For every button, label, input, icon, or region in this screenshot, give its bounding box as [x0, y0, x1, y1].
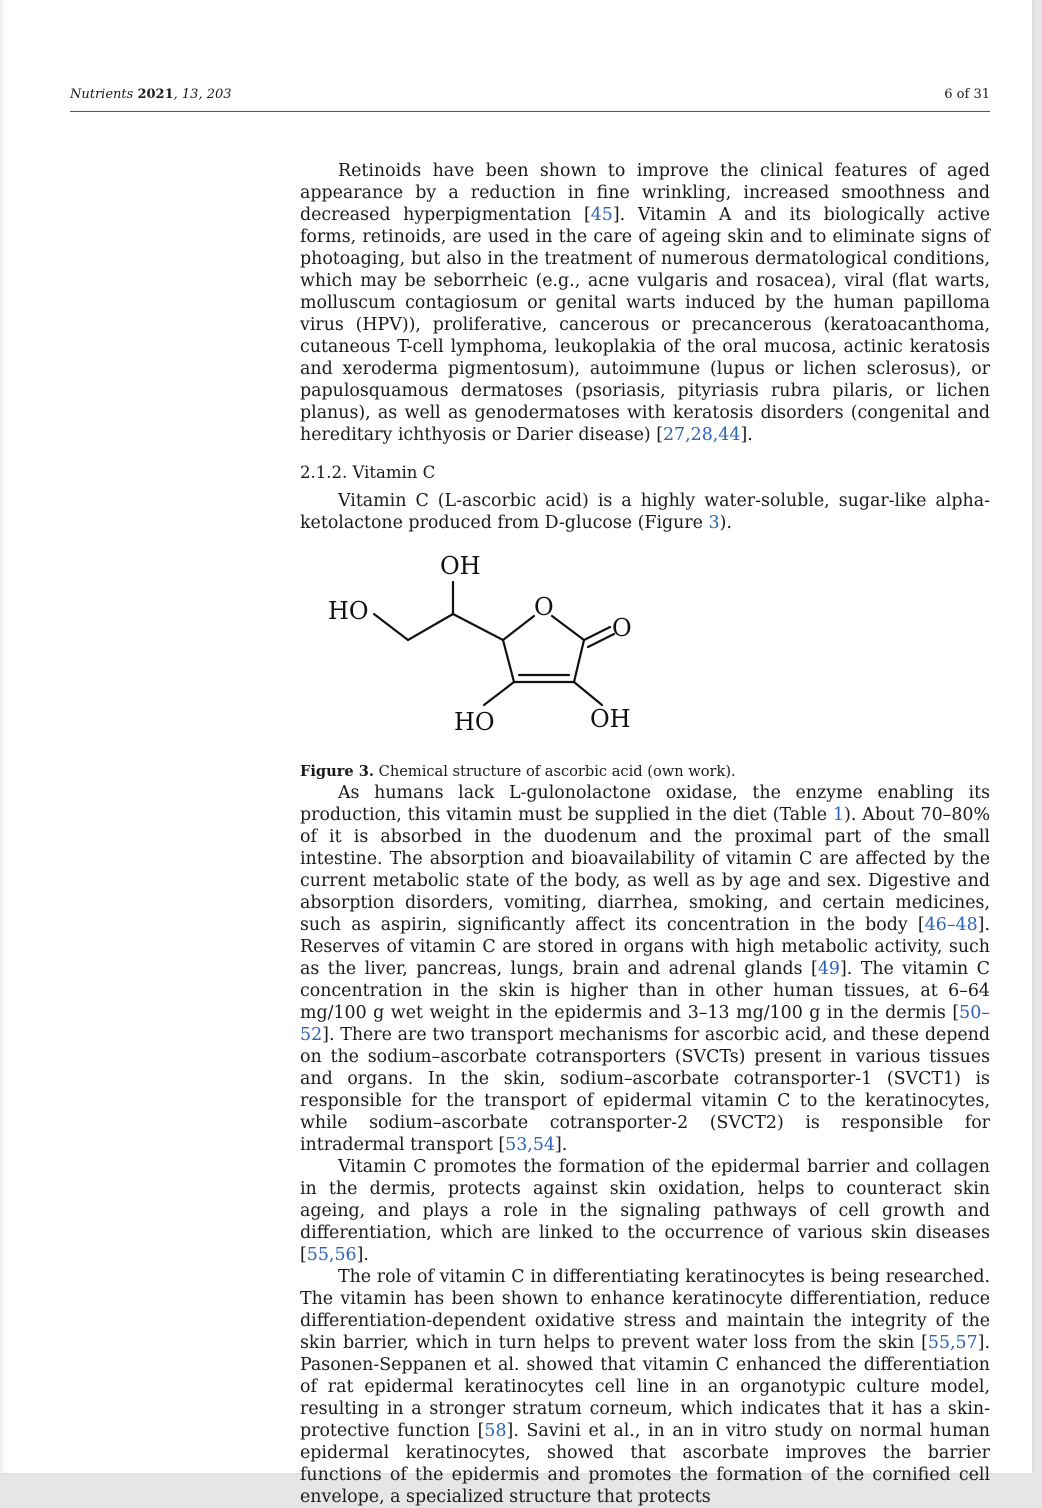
citation-link[interactable]: 53,54: [505, 1135, 555, 1155]
journal-citation: [70, 87, 232, 102]
citation-link[interactable]: 50–52: [300, 1003, 990, 1045]
text-run: ).: [719, 513, 732, 533]
figure-ascorbic-acid: [300, 552, 990, 762]
page-edge-shade: [0, 0, 6, 1473]
label-carbonyl-oxygen: O: [612, 614, 632, 642]
text-run: . Reserves of vitamin C are stored in organs with high metabolic activity, such as the liver, pancreas, lungs, brain and adrenal glands: [300, 915, 990, 979]
text-run: . Vitamin A and its biologically active forms, retinoids, are used in the care of ageing skin and to eliminate signs of photoaging, but also in the treatment of numerous dermatological conditions, which may be seborrheic (e.g., acne vulgaris and rosacea), viral (flat warts, molluscum contagiosum or genital warts induced by the human papilloma virus (HPV)), proliferative, cancerous or precancerous (keratoacanthoma, cutaneous T-cell lymphoma, leukoplakia of the oral mucosa, actinic keratosis and xeroderma pigmentosum), autoimmune (lupus or lichen sclerosus), or papulosquamous dermatoses (psoriasis, pityriasis rubra pilaris, or lichen planus), as well as genodermatoses with keratosis disorders (congenital and hereditary ichthyosis or Darier disease): [300, 205, 990, 445]
table-ref-link[interactable]: 1: [832, 805, 845, 825]
text-run: Vitamin C (L-ascorbic acid) is a highly water-soluble, sugar-like alpha-ketolactone produced from D-glucose (Figure: [300, 491, 990, 533]
text-run: . There are two transport mechanisms for ascorbic acid, and these depend on the sodium–ascorbate cotransporters (SVCTs) present in various tissues and organs. In the skin, sodium–ascorbate cotransporter-1 (SVCT1) is responsible for the transport of epidermal vitamin C to the keratinocytes, while sodium–ascorbate cotransporter-2 (SVCT2) is responsible for intradermal transport: [300, 1025, 990, 1155]
text-run: As humans lack L-gulonolactone oxidase, the enzyme enabling its production, this vitamin must be supplied in the diet (Table: [300, 783, 990, 825]
figure-caption: [300, 762, 990, 782]
paragraph-retinoids: Retinoids have been shown to improve the clinical features of aged appearance by a reduction in fine wrinkling, increased smoothness and decreased hyperpigmentation [45]. Vitamin A and its biologically active forms, retinoids, are used in the care of ageing skin and to eliminate signs of photoaging, but also in the treatment of numerous dermatological conditions, which may be seborrheic (e.g., acne vulgaris and rosacea), viral (flat warts, molluscum contagiosum or genital warts induced by the human papilloma virus (HPV)), proliferative, cancerous or precancerous (keratoacanthoma, cutaneous T-cell lymphoma, leukoplakia of the oral mucosa, actinic keratosis and xeroderma pigmentosum), autoimmune (lupus or lichen sclerosus), or papulosquamous dermatoses (psoriasis, pityriasis rubra pilaris, or lichen planus), as well as genodermatoses with keratosis disorders (congenital and hereditary ichthyosis or Darier disease) [27,28,44].: [300, 161, 990, 445]
text-run: . The vitamin C concentration in the skin is higher than in other human tissues, at 6–64 mg/100 g wet weight in the epidermis and 3–13 mg/100 g in the dermis: [300, 959, 990, 1023]
citation-link[interactable]: 46–48: [924, 915, 978, 935]
text-run: Retinoids have been shown to improve the clinical features of aged appearance by a reduction in fine wrinkling, increased smoothness and decreased hyperpigmentation: [300, 161, 990, 225]
text-run: Vitamin C promotes the formation of the epidermal barrier and collagen in the dermis, protects against skin oxidation, helps to counteract skin ageing, and plays a role in the signaling pathways of cell growth and differentiation, which are linked to the occurrence of various skin diseases: [300, 1157, 990, 1243]
text-run: .: [363, 1245, 369, 1265]
text-run: . Savini et al., in an in vitro study on normal human epidermal keratinocytes, showed that ascorbate improves the barrier functions of the epidermis and promotes the formation of the cornified cell envelope, a specialized structure that protects: [300, 1421, 990, 1507]
chemical-structure-diagram: [320, 552, 660, 747]
journal-volume: , 13, 203: [173, 87, 232, 102]
bond: [503, 616, 534, 640]
page-number: 6 of 31: [944, 87, 990, 102]
text-run: .: [561, 1135, 568, 1155]
paragraph-keratinocytes: The role of vitamin C in differentiating keratinocytes is being researched. The vitamin has been shown to enhance keratinocyte differentiation, reduce differentiation-dependent oxidative stress and maintain the integrity of the skin barrier, which in turn helps to prevent water loss from the skin [55,57]. Pasonen-Seppanen et al. showed that vitamin C enhanced the differentiation of rat epidermal keratinocytes cell line in an organotypic culture model, resulting in a stronger stratum corneum, which indicates that it has a skin-protective function [58]. Savini et al., in an in vitro study on normal human epidermal keratinocytes, showed that ascorbate improves the barrier functions of the epidermis and promotes the formation of the cornified cell envelope, a specialized structure that protects: [300, 1267, 990, 1507]
citation-link[interactable]: 27,28,44: [662, 425, 741, 445]
figure-ref-link[interactable]: 3: [708, 513, 720, 533]
text-run: .: [747, 425, 753, 445]
citation-link[interactable]: 55,56: [306, 1245, 357, 1265]
citation-link[interactable]: 58: [484, 1421, 507, 1441]
label-oh-bottom: OH: [590, 705, 631, 733]
paragraph-vitamin-c-intro: [300, 490, 990, 534]
bond: [374, 614, 408, 640]
bond: [484, 682, 514, 705]
bond: [552, 616, 584, 640]
citation-link[interactable]: 49: [817, 959, 840, 979]
citation-link[interactable]: 45: [590, 205, 613, 225]
citation-link[interactable]: 55,57: [927, 1333, 978, 1353]
paragraph-barrier: Vitamin C promotes the formation of the epidermal barrier and collagen in the dermis, protects against skin oxidation, helps to counteract skin ageing, and plays a role in the signaling pathways of cell growth and differentiation, which are linked to the occurrence of various skin diseases [55,56].: [300, 1157, 990, 1265]
text-run: The role of vitamin C in differentiating keratinocytes is being researched. The vitamin has been shown to enhance keratinocyte differentiation, reduce differentiation-dependent oxidative stress and maintain the integrity of the skin barrier, which in turn helps to prevent water loss from the skin: [300, 1267, 990, 1353]
figure-caption-label: Figure 3.: [300, 763, 375, 780]
bond: [408, 614, 453, 640]
journal-year: 2021: [137, 87, 174, 102]
section-heading: 2.1.2. Vitamin C: [300, 463, 436, 482]
journal-name: Nutrients: [70, 87, 134, 102]
text-run: ). About 70–80% of it is absorbed in the duodenum and the proximal part of the small intestine. The absorption and bioavailability of vitamin C are affected by the current metabolic state of the body, as well as by age and sex. Digestive and absorption disorders, vomiting, diarrhea, smoking, and certain medicines, such as aspirin, significantly affect its concentration in the body: [300, 805, 991, 935]
running-header: [70, 85, 990, 112]
bond: [574, 640, 584, 682]
bond: [503, 640, 514, 682]
paragraph-absorption: As humans lack L-gulonolactone oxidase, the enzyme enabling its production, this vitamin must be supplied in the diet (Table 1). About 70–80% of it is absorbed in the duodenum and the proximal part of the small intestine. The absorption and bioavailability of vitamin C are affected by the current metabolic state of the body, as well as by age and sex. Digestive and absorption disorders, vomiting, diarrhea, smoking, and certain medicines, such as aspirin, significantly affect its concentration in the body [46–48]. Reserves of vitamin C are stored in organs with high metabolic activity, such as the liver, pancreas, lungs, brain and adrenal glands [49]. The vitamin C concentration in the skin is higher than in other human tissues, at 6–64 mg/100 g wet weight in the epidermis and 3–13 mg/100 g in the dermis [50–52]. There are two transport mechanisms for ascorbic acid, and these depend on the sodium–ascorbate cotransporters (SVCTs) present in various tissues and organs. In the skin, sodium–ascorbate cotransporter-1 (SVCT1) is responsible for the transport of epidermal vitamin C to the keratinocytes, while sodium–ascorbate cotransporter-2 (SVCT2) is responsible for intradermal transport [53,54].: [300, 783, 991, 1155]
article-body: [300, 160, 990, 1508]
bond: [453, 614, 503, 640]
figure-caption-text: Chemical structure of ascorbic acid (own work).: [374, 763, 736, 780]
label-ring-oxygen: O: [534, 593, 554, 621]
label-ho-left: HO: [328, 597, 369, 625]
label-ho-bottom: HO: [454, 708, 495, 736]
label-oh-top: OH: [440, 552, 481, 580]
bond: [574, 682, 602, 705]
text-run: . Pasonen-Seppanen et al. showed that vitamin C enhanced the differentiation of rat epidermal keratinocytes cell line in an organotypic culture model, resulting in a stronger stratum corneum, which indicates that it has a skin-protective function: [300, 1333, 990, 1441]
